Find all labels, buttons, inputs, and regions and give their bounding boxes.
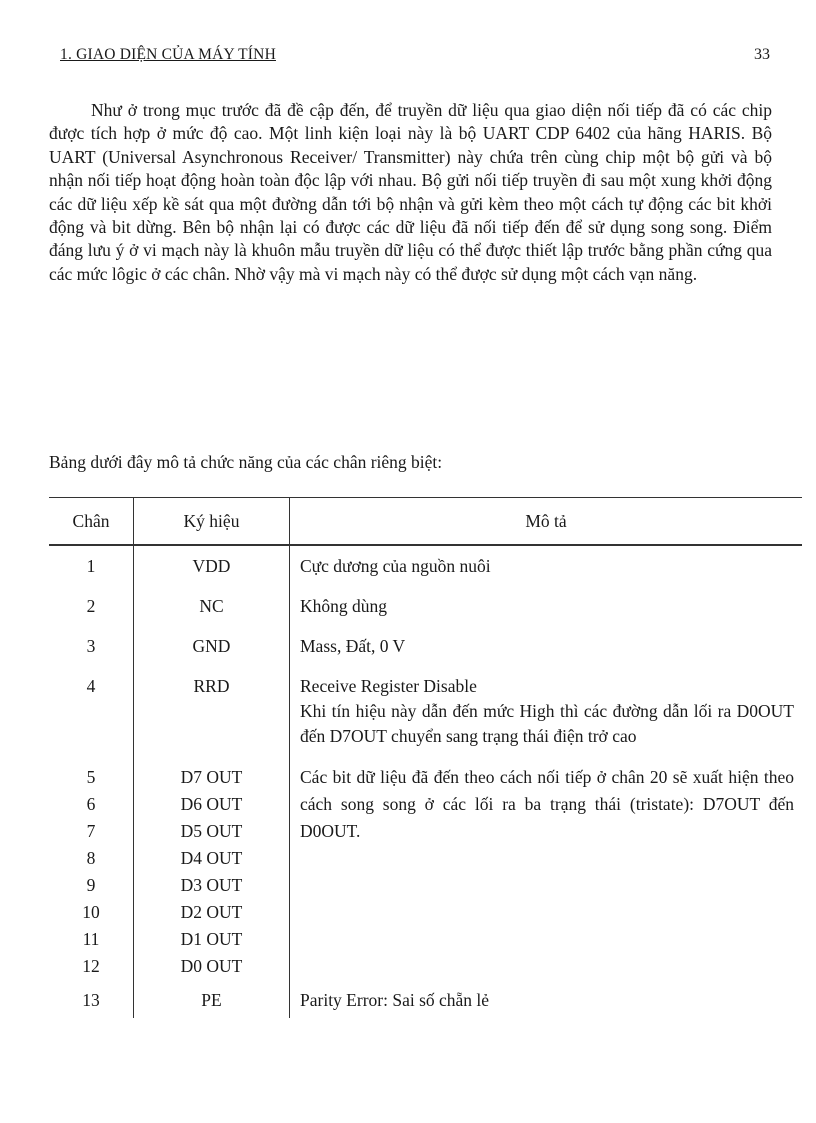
header-description: Mô tả [290, 498, 803, 546]
pin-symbol: D1 OUT [180, 929, 243, 949]
pin-description: Không dùng [300, 596, 388, 616]
pin-symbol: D2 OUT [180, 902, 243, 922]
pin-symbol: D7 OUT [180, 767, 243, 787]
header-symbol: Ký hiệu [134, 498, 290, 546]
pin-number: 2 [49, 594, 134, 634]
spacer-row [49, 980, 802, 988]
page-header [60, 46, 770, 68]
header-pin: Chân [49, 498, 134, 546]
pin-number: 5 [86, 767, 96, 787]
pin-description: Cực dương của nguồn nuôi [300, 556, 491, 576]
pin-description: Receive Register Disable [300, 676, 477, 696]
pin-symbol: D0 OUT [180, 956, 243, 976]
spacer-row [49, 545, 802, 554]
pin-symbol: D5 OUT [180, 821, 243, 841]
pin-description-detail: Khi tín hiệu này dẫn đến mức High thì các đường dẫn lối ra D0OUT đến D7OUT chuyển sang trạng thái điện trở cao [300, 701, 794, 746]
pin-symbol: D3 OUT [180, 875, 243, 895]
pin-number: 6 [86, 794, 96, 814]
pin-symbol: RRD [134, 674, 290, 749]
running-title: 1. GIAO DIỆN CỦA MÁY TÍNH [60, 46, 276, 63]
pin-number: 4 [49, 674, 134, 749]
pin-symbol: D6 OUT [180, 794, 243, 814]
pin-description: Các bit dữ liệu đã đến theo cách nối tiếp ở chân 20 sẽ xuất hiện theo cách song song ở các lối ra ba trạng thái (tristate): D7OUT đến D0OUT. [300, 767, 794, 841]
pin-description: Parity Error: Sai số chẵn lẻ [300, 990, 490, 1010]
pin-number: 12 [82, 956, 100, 976]
pin-symbol-list [134, 764, 290, 980]
pin-symbol: VDD [134, 554, 290, 594]
pin-symbol: GND [134, 634, 290, 674]
pin-number: 10 [82, 902, 100, 922]
page-number: 33 [754, 46, 770, 63]
pin-description-cell [290, 674, 803, 749]
pin-number: 9 [86, 875, 96, 895]
pin-number: 3 [49, 634, 134, 674]
table-row [49, 674, 802, 749]
table-row [49, 594, 802, 634]
table-caption: Bảng dưới đây mô tả chức năng của các chân riêng biệt: [49, 452, 443, 472]
pin-table [49, 497, 802, 1018]
intro-paragraph: Như ở trong mục trước đã đề cập đến, để truyền dữ liệu qua giao diện nối tiếp đã có các chip được tích hợp ở mức độ cao. Một linh kiện loại này là bộ UART CDP 6402 của hãng HARIS. Bộ UART (Universal Asynchronous Receiver/ Transmitter) này chứa trên cùng chip một bộ gửi và bộ nhận nối tiếp hoạt động hoàn toàn độc lập với nhau. Bộ gửi nối tiếp truyền đi sau một xung khởi động các dữ liệu xếp kề sát qua một đường dẫn tới bộ nhận và gửi kèm theo một cách tự động các bit khởi động và bit dừng. Bên bộ nhận lại có được các dữ liệu đã nối tiếp đến để sử dụng song song. Điểm đáng lưu ý ở vi mạch này là khuôn mẫu truyền dữ liệu có thể được thiết lập trước bằng phần cứng qua các mức lôgic ở các chân. Nhờ vậy mà vi mạch này có thể được sử dụng một cách vạn năng. [49, 100, 772, 284]
pin-symbol: NC [134, 594, 290, 634]
body-text [49, 99, 772, 286]
table-row [49, 988, 802, 1018]
spacer-row [49, 749, 802, 764]
table-row [49, 634, 802, 674]
pin-symbol: PE [134, 988, 290, 1018]
pin-number: 11 [82, 929, 100, 949]
pin-symbol: D4 OUT [180, 848, 243, 868]
pin-description: Mass, Đất, 0 V [300, 636, 406, 656]
table-row-group [49, 764, 802, 980]
pin-number: 8 [86, 848, 96, 868]
pin-number: 7 [86, 821, 96, 841]
pin-number: 1 [49, 554, 134, 594]
table-row [49, 554, 802, 594]
pin-number: 13 [49, 988, 134, 1018]
pin-number-list [49, 764, 134, 980]
table-header-row [49, 498, 802, 546]
